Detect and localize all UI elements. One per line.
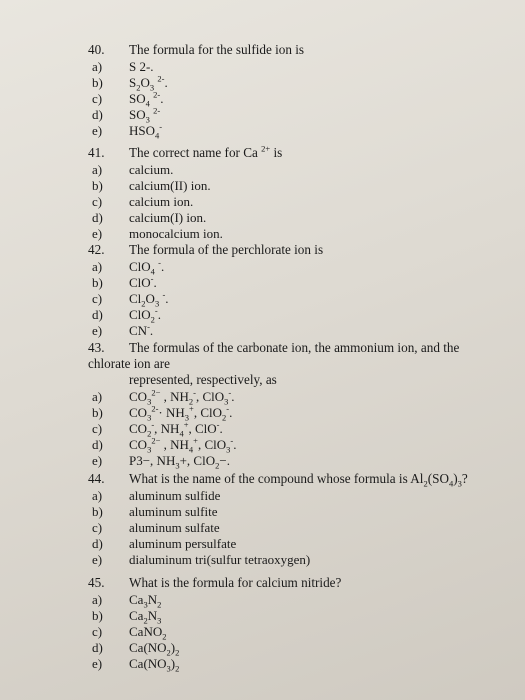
question-stem: What is the name of the compound whose formula is $Al_2(SO_4)_3$? [129, 471, 468, 489]
option-text: S 2-. [129, 59, 154, 74]
option-text: $SO_3$ $^{2-}$ [129, 105, 161, 125]
option-letter: b) [92, 178, 103, 193]
option-text: aluminum sulfate [129, 520, 220, 535]
option-text: aluminum sulfide [129, 488, 221, 503]
option-letter: d) [92, 640, 103, 655]
option-text: $Cl_2O_3$ -. [129, 289, 169, 309]
question-number: 43. [88, 340, 105, 355]
option-letter: a) [92, 162, 103, 177]
option-letter: e) [92, 453, 103, 468]
option-text: ClO-. [129, 273, 157, 290]
question-stem: What is the formula for calcium nitride? [129, 575, 342, 590]
option-letter: c) [92, 194, 103, 209]
option-text: $CO_3^{2-}$ , $NH_4^+$, ClO$_3$-. [129, 435, 237, 455]
option-text: P3−, $NH_3+$, ClO$_2$−. [129, 453, 230, 471]
option-text: $SO_4$ $^{2-}$. [129, 89, 164, 109]
option-letter: e) [92, 552, 103, 567]
question-stem: The formula for the sulfide ion is [129, 42, 305, 57]
option-letter: b) [92, 75, 103, 90]
option-letter: c) [92, 91, 103, 106]
option-text: $S_2O_3$ $^{2-}$. [129, 73, 168, 93]
option-text: monocalcium ion. [129, 226, 223, 241]
option-letter: b) [92, 405, 103, 420]
option-letter: a) [92, 488, 103, 503]
question-stem-line1: The formulas of the carbonate ion, the ammonium ion, and the [129, 340, 460, 355]
option-text: aluminum sulfite [129, 504, 218, 519]
option-text: calcium(II) ion. [129, 178, 211, 193]
option-letter: c) [92, 624, 103, 639]
question-number: 41. [88, 145, 105, 160]
option-letter: c) [92, 291, 103, 306]
option-text: $CO_2^-$, $NH_4^+$, ClO-. [129, 419, 223, 439]
option-letter: d) [92, 536, 103, 551]
option-text: $CO_3^{2-}\cdot NH_3^+$, ClO$_2$-. [129, 403, 233, 423]
question-number: 40. [88, 42, 105, 57]
option-letter: a) [92, 59, 103, 74]
option-text: $HSO_4^-$ [129, 121, 163, 141]
option-text: ClO$_2$-. [129, 305, 162, 325]
option-letter: a) [92, 259, 103, 274]
option-text: CaNO$_2$ [129, 624, 167, 642]
question-number: 42. [88, 242, 105, 257]
option-text: ClO$_4$ -. [129, 257, 165, 277]
option-text: $Ca(NO_3)_2$ [129, 656, 180, 674]
option-text: calcium ion. [129, 194, 194, 209]
option-text: calcium(I) ion. [129, 210, 207, 225]
option-letter: c) [92, 421, 103, 436]
option-letter: d) [92, 437, 103, 452]
option-text: $Ca_2N_3$ [129, 608, 162, 626]
option-letter: e) [92, 656, 103, 671]
option-letter: a) [92, 389, 103, 404]
question-stem-line3: represented, respectively, as [129, 372, 277, 387]
question-stem-line2: chlorate ion are [88, 356, 171, 371]
question-stem: The correct name for Ca $^{2+}$ is [129, 143, 283, 160]
question-number: 44. [88, 471, 105, 486]
option-text: $CO_3^{2-}$ , $NH_2^-$, ClO$_3$-. [129, 387, 235, 407]
option-letter: b) [92, 275, 103, 290]
option-letter: d) [92, 107, 103, 122]
option-text: CN-. [129, 321, 154, 338]
option-letter: e) [92, 323, 103, 338]
option-letter: c) [92, 520, 103, 535]
option-text: $Ca_3N_2$ [129, 592, 162, 610]
option-letter: a) [92, 592, 103, 607]
option-text: aluminum persulfate [129, 536, 237, 551]
option-letter: b) [92, 504, 103, 519]
question-stem: The formula of the perchlorate ion is [129, 242, 324, 257]
option-letter: e) [92, 226, 103, 241]
option-text: dialuminum tri(sulfur tetraoxygen) [129, 552, 311, 567]
option-text: calcium. [129, 162, 174, 177]
option-letter: d) [92, 210, 103, 225]
question-number: 45. [88, 575, 105, 590]
option-text: $Ca(NO_2)_2$ [129, 640, 180, 658]
option-letter: e) [92, 123, 103, 138]
option-letter: b) [92, 608, 103, 623]
option-letter: d) [92, 307, 103, 322]
